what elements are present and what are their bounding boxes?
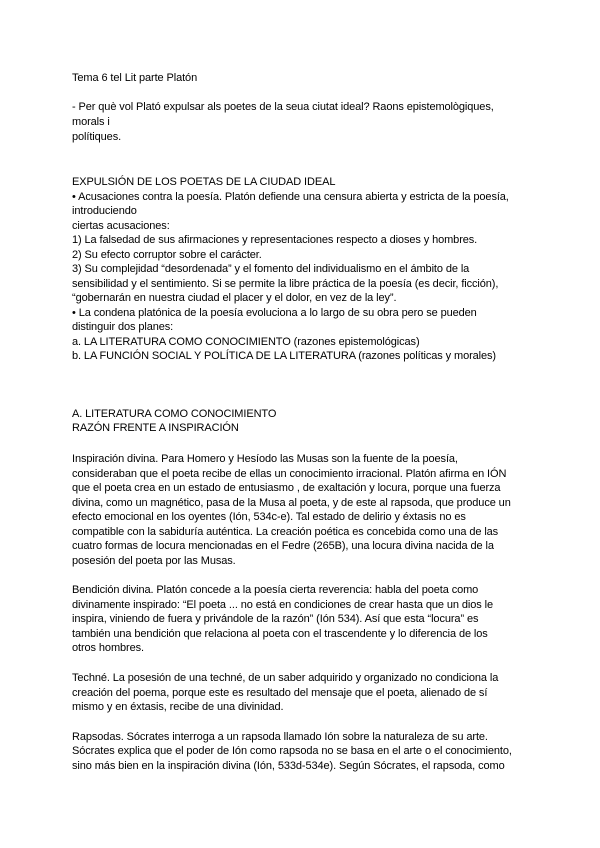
question-line: polítiques.: [72, 131, 122, 143]
text-line: • La condena platónica de la poesía evoluciona a lo largo de su obra pero se pueden: [72, 307, 477, 319]
paragraph-line: Inspiración divina. Para Homero y Hesíodo las Musas son la fuente de la poesía,: [72, 453, 458, 465]
text-line: a. LA LITERATURA COMO CONOCIMIENTO (razones epistemológicas): [72, 336, 420, 348]
text-line: ciertas acusaciones:: [72, 220, 170, 232]
text-line: distinguir dos planes:: [72, 321, 174, 333]
text-line: 1) La falsedad de sus afirmaciones y representaciones respecto a dioses y hombres.: [72, 234, 478, 246]
paragraph-line: mismo y en éxtasis, recibe de una divinidad.: [72, 701, 284, 713]
text-line: 3) Su complejidad “desordenada” y el fomento del individualismo en el ámbito de la: [72, 263, 470, 275]
paragraph-line: otros hombres.: [72, 642, 144, 654]
document-title: Tema 6 tel Lit parte Platón: [72, 72, 198, 84]
question-line: - Per què vol Plató expulsar als poetes de la seua ciutat ideal? Raons epistemològiques,: [72, 101, 494, 113]
paragraph-line: compatible con la sabiduría auténtica. La creación poética es concebida como una de las: [72, 526, 499, 538]
paragraph-line: también una bendición que relaciona al poeta con el trascendente y lo diferencia de los: [72, 628, 488, 640]
paragraph-line: sino más bien en la inspiración divina (Ión, 533d-534e). Según Sócrates, el rapsoda, como: [72, 760, 505, 772]
paragraph-line: cuatro formas de locura mencionadas en el Fedre (265B), una locura divina nacida de la: [72, 540, 494, 552]
paragraph-line: que el poeta crea en un estado de entusiasmo , de exaltación y locura, porque una fuerza: [72, 482, 501, 494]
paragraph-line: creación del poema, porque este es resultado del mensaje que el poeta, alienado de sí: [72, 687, 488, 699]
paragraph-line: Rapsodas. Sócrates interroga a un rapsoda llamado Ión sobre la naturaleza de su arte.: [72, 731, 488, 743]
paragraph-line: posesión del poeta por las Musas.: [72, 555, 236, 567]
section-heading: A. LITERATURA COMO CONOCIMIENTO: [72, 408, 277, 420]
text-line: “gobernarán en nuestra ciudad el placer y el dolor, en vez de la ley”.: [72, 292, 397, 304]
paragraph-line: inspira, viniendo de fuera y privándole de la razón” (Ión 534). Así que esta “locura” es: [72, 613, 479, 625]
paragraph-line: Bendición divina. Platón concede a la poesía cierta reverencia: habla del poeta como: [72, 584, 479, 596]
text-line: introduciendo: [72, 205, 137, 217]
paragraph-line: Techné. La posesión de una techné, de un saber adquirido y organizado no condiciona la: [72, 672, 499, 684]
paragraph-line: consideraban que el poeta recibe de ellas un conocimiento irracional. Platón afirma en IÓN: [72, 468, 507, 480]
text-line: • Acusaciones contra la poesía. Platón defiende una censura abierta y estricta de la poesía,: [72, 191, 509, 203]
paragraph-line: divina, como un magnético, pasa de la Musa al poeta, y de este al rapsoda, que produce un: [72, 497, 511, 509]
section-subheading: RAZÓN FRENTE A INSPIRACIÓN: [72, 422, 239, 434]
question-line: morals i: [72, 116, 110, 128]
paragraph-line: divinamente inspirado: “El poeta ... no está en condiciones de crear hasta que un dios le: [72, 599, 493, 611]
paragraph-line: efecto emocional en los oyentes (Ión, 534c-e). Tal estado de delirio y éxtasis no es: [72, 511, 466, 523]
paragraph-line: Sócrates explica que el poder de Ión como rapsoda no se basa en el arte o el conocimiento,: [72, 745, 512, 757]
section-heading: EXPULSIÓN DE LOS POETAS DE LA CIUDAD IDEAL: [72, 176, 336, 188]
text-line: 2) Su efecto corruptor sobre el carácter.: [72, 249, 262, 261]
text-line: b. LA FUNCIÓN SOCIAL Y POLÍTICA DE LA LITERATURA (razones políticas y morales): [72, 350, 496, 362]
text-line: sensibilidad y el sentimiento. Si se permite la libre práctica de la poesía (es decir, ficción),: [72, 278, 499, 290]
